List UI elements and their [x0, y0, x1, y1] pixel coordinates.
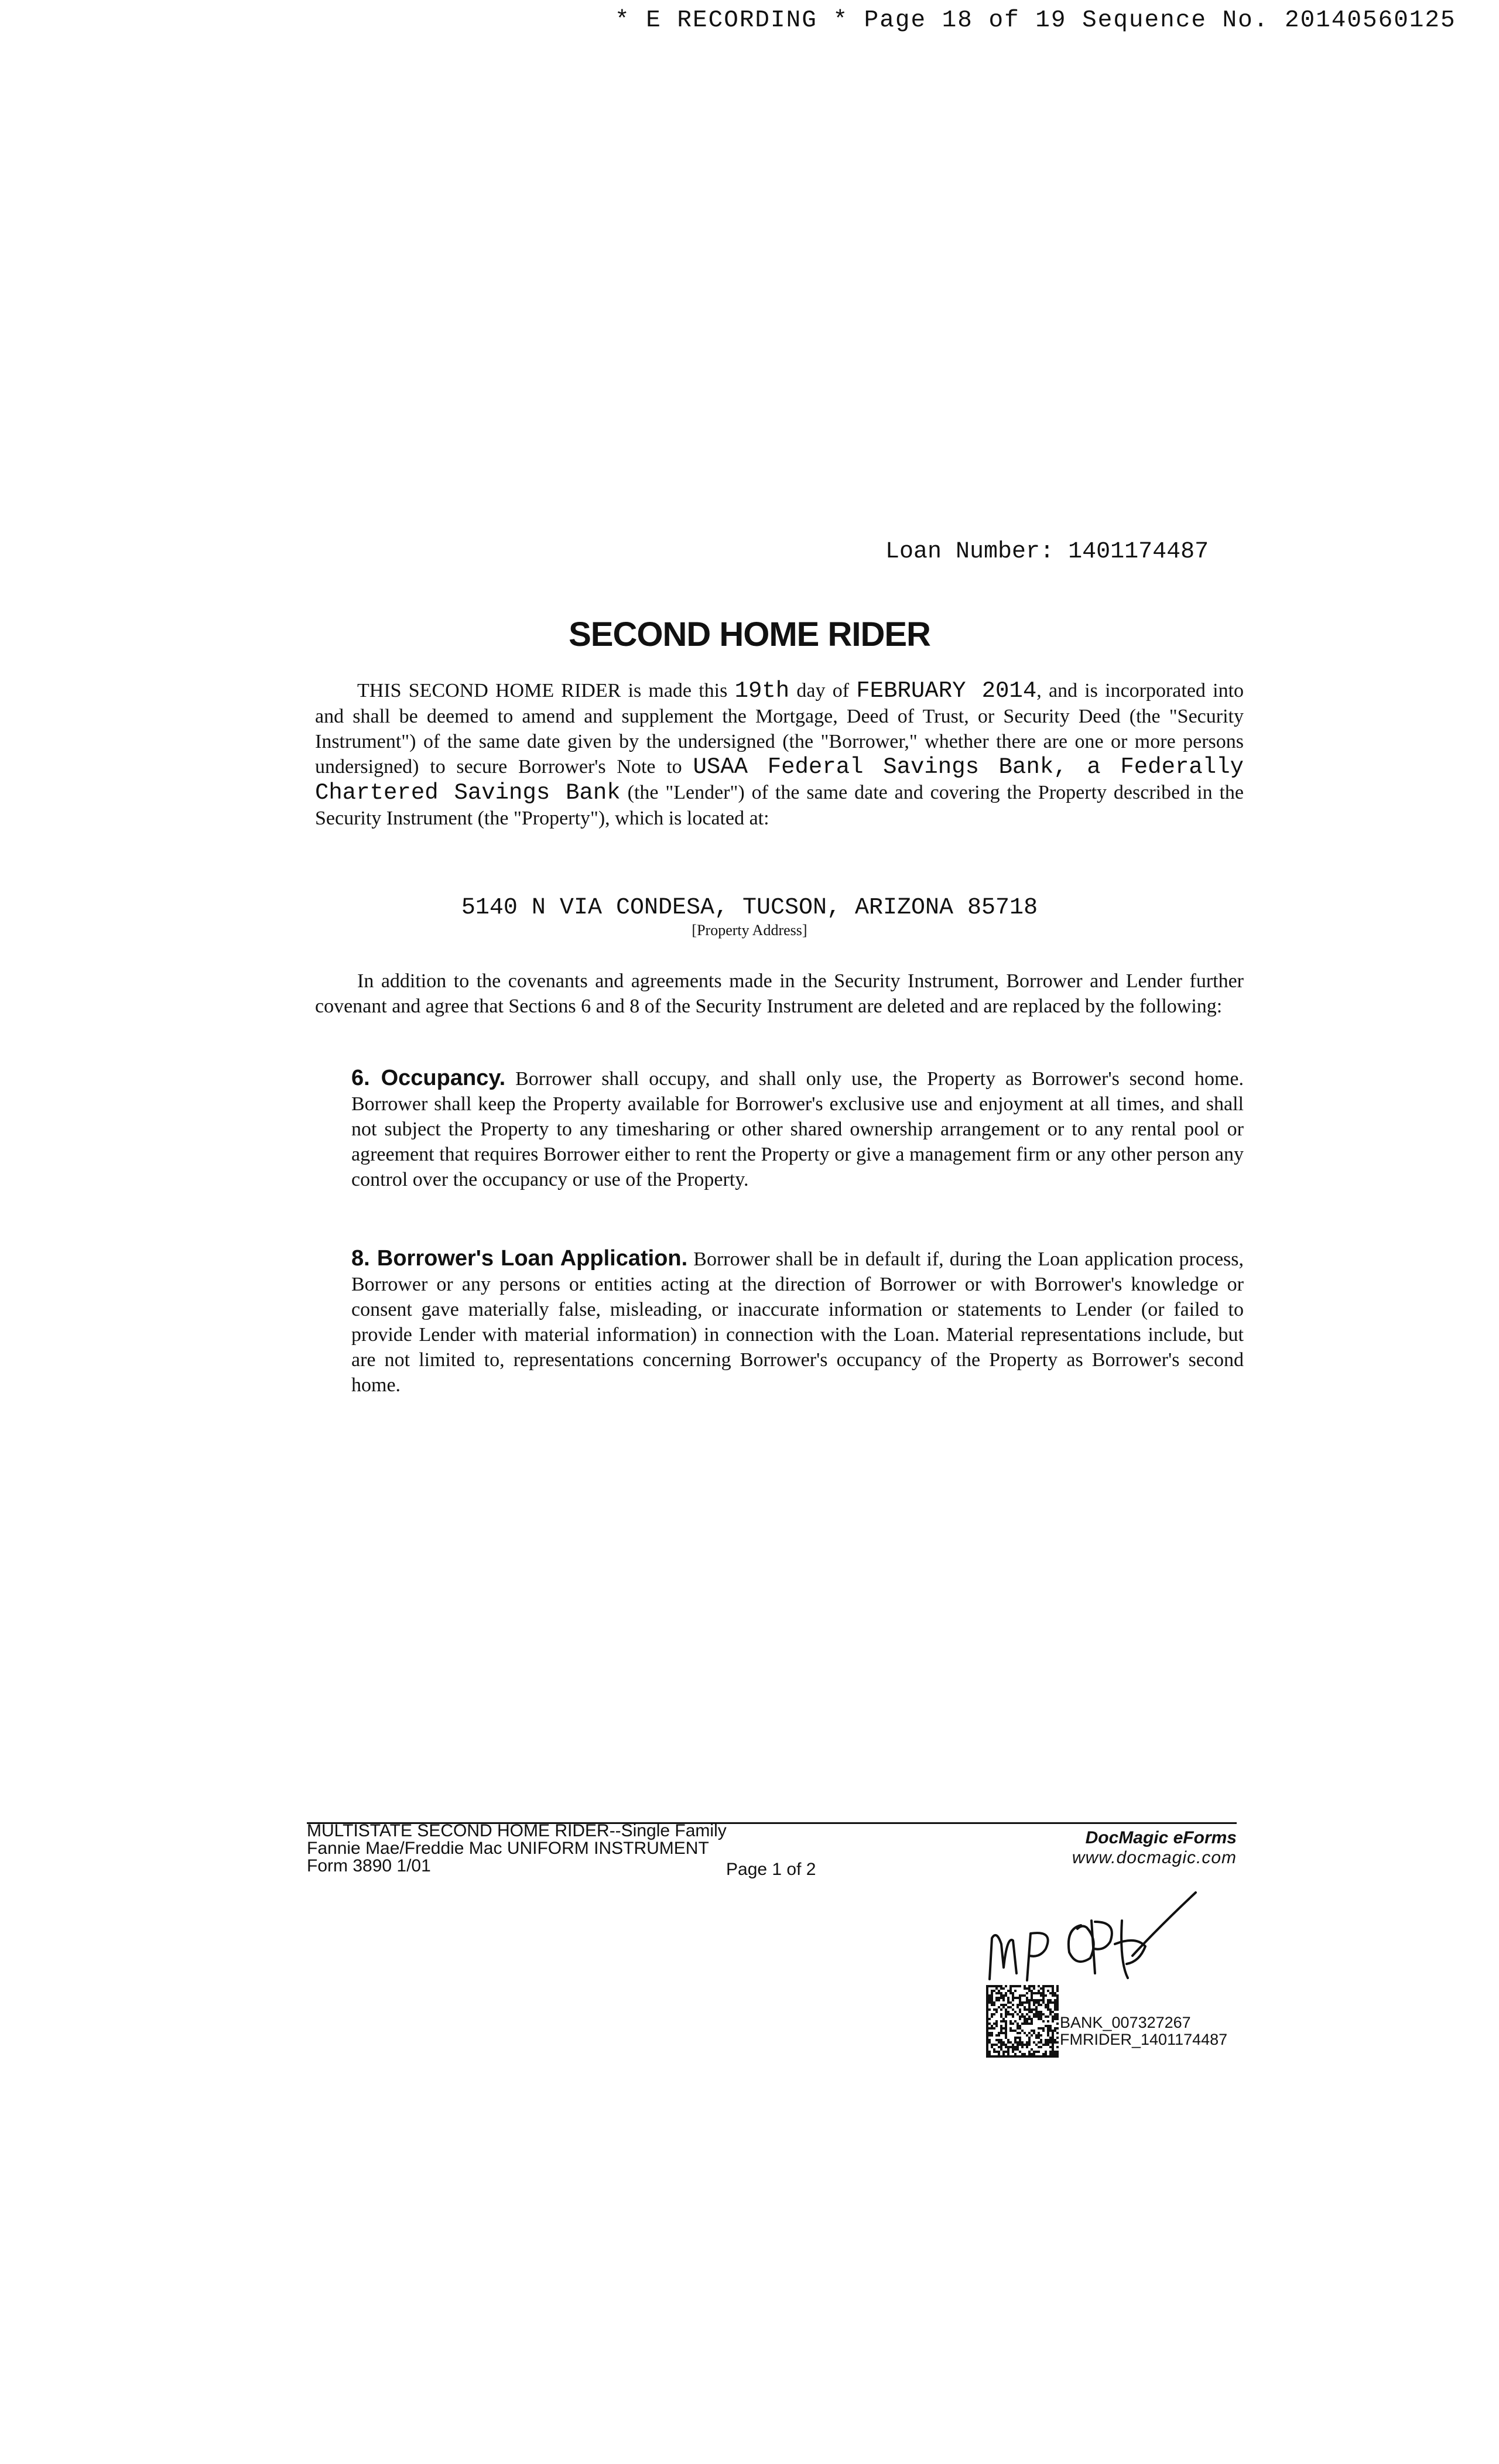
footer-page-number: Page 1 of 2 [726, 1860, 816, 1879]
barcode-ids [1060, 2014, 1227, 2048]
section-loan-application [351, 1246, 1244, 1398]
section-occupancy [351, 1066, 1244, 1192]
footer-line-3: Form 3890 1/01 [307, 1856, 431, 1876]
footer-line-2: Fannie Mae/Freddie Mac UNIFORM INSTRUMENT [307, 1839, 709, 1858]
intro-month-year: FEBRUARY 2014 [856, 678, 1037, 704]
intro-text-1: THIS SECOND HOME RIDER is made this [357, 680, 728, 701]
loan-number [885, 539, 1209, 565]
footer-brand [1007, 1828, 1237, 1868]
footer-form-info [307, 1822, 727, 1875]
intro-text-2: day of [796, 680, 850, 701]
loan-number-value: 1401174487 [1068, 539, 1209, 565]
barcode-id-rider: FMRIDER_1401174487 [1060, 2031, 1228, 2048]
section-heading: 6. Occupancy. [351, 1066, 506, 1090]
covenant-paragraph [315, 969, 1244, 1019]
footer-line-1: MULTISTATE SECOND HOME RIDER--Single Family [307, 1821, 727, 1840]
brand-logo: DocMagic eForms [1085, 1828, 1237, 1847]
intro-paragraph [315, 678, 1244, 831]
property-address: 5140 N VIA CONDESA, TUCSON, ARIZONA 85718 [461, 895, 1038, 921]
intro-day: 19th [734, 678, 790, 704]
covenant-text: In addition to the covenants and agreements made in the Security Instrument, Borrower and Lender further covenant and agree that Sections 6 and 8 of the Security Instrument are deleted and are replaced by the following: [315, 970, 1244, 1017]
intro-text-4: (the "Lender") of the same date and covering the Property described in the Security Instrument (the "Property"), which is located at: [315, 782, 1244, 829]
page-title: SECOND HOME RIDER [569, 615, 930, 653]
property-address-caption: [Property Address] [692, 922, 807, 939]
recording-header: * E RECORDING * Page 18 of 19 Sequence No. 20140560125 [615, 7, 1456, 34]
lender-name: USAA Federal Savings Bank, a Federally Chartered Savings Bank [315, 754, 1244, 806]
loan-number-label: Loan Number: [885, 539, 1055, 565]
intro-text-3: , and is incorporated into and shall be deemed to amend and supplement the Mortgage, Deed of Trust, or Security Deed (the "Security Instrument") of the same date given by the undersigned (the "Borrower," whether there are one or more persons undersigned) to secure Borrower's Note to [315, 680, 1244, 778]
barcode-icon [986, 1985, 1059, 2058]
barcode-id-bank: BANK_007327267 [1060, 2014, 1191, 2031]
handwritten-initials [966, 1880, 1212, 1991]
section-text: Borrower shall be in default if, during the Loan application process, Borrower or any persons or entities acting at the direction of Borrower or with Borrower's knowledge or consent gave materially false, misleading, or inaccurate information or statements to Lender (or failed to provide Lender with material information) in connection with the Loan. Material representations include, but are not limited to, representations concerning Borrower's occupancy of the Property as Borrower's second home. [351, 1248, 1244, 1396]
section-text: Borrower shall occupy, and shall only use, the Property as Borrower's second home. Borrower shall keep the Property available for Borrower's exclusive use and enjoyment at all times, and shall not subject the Property to any timesharing or other shared ownership arrangement or to any rental pool or agreement that requires Borrower either to rent the Property or give a management firm or any other person any control over the occupancy or use of the Property. [351, 1068, 1244, 1190]
brand-url: www.docmagic.com [1072, 1848, 1237, 1867]
section-heading: 8. Borrower's Loan Application. [351, 1246, 688, 1271]
